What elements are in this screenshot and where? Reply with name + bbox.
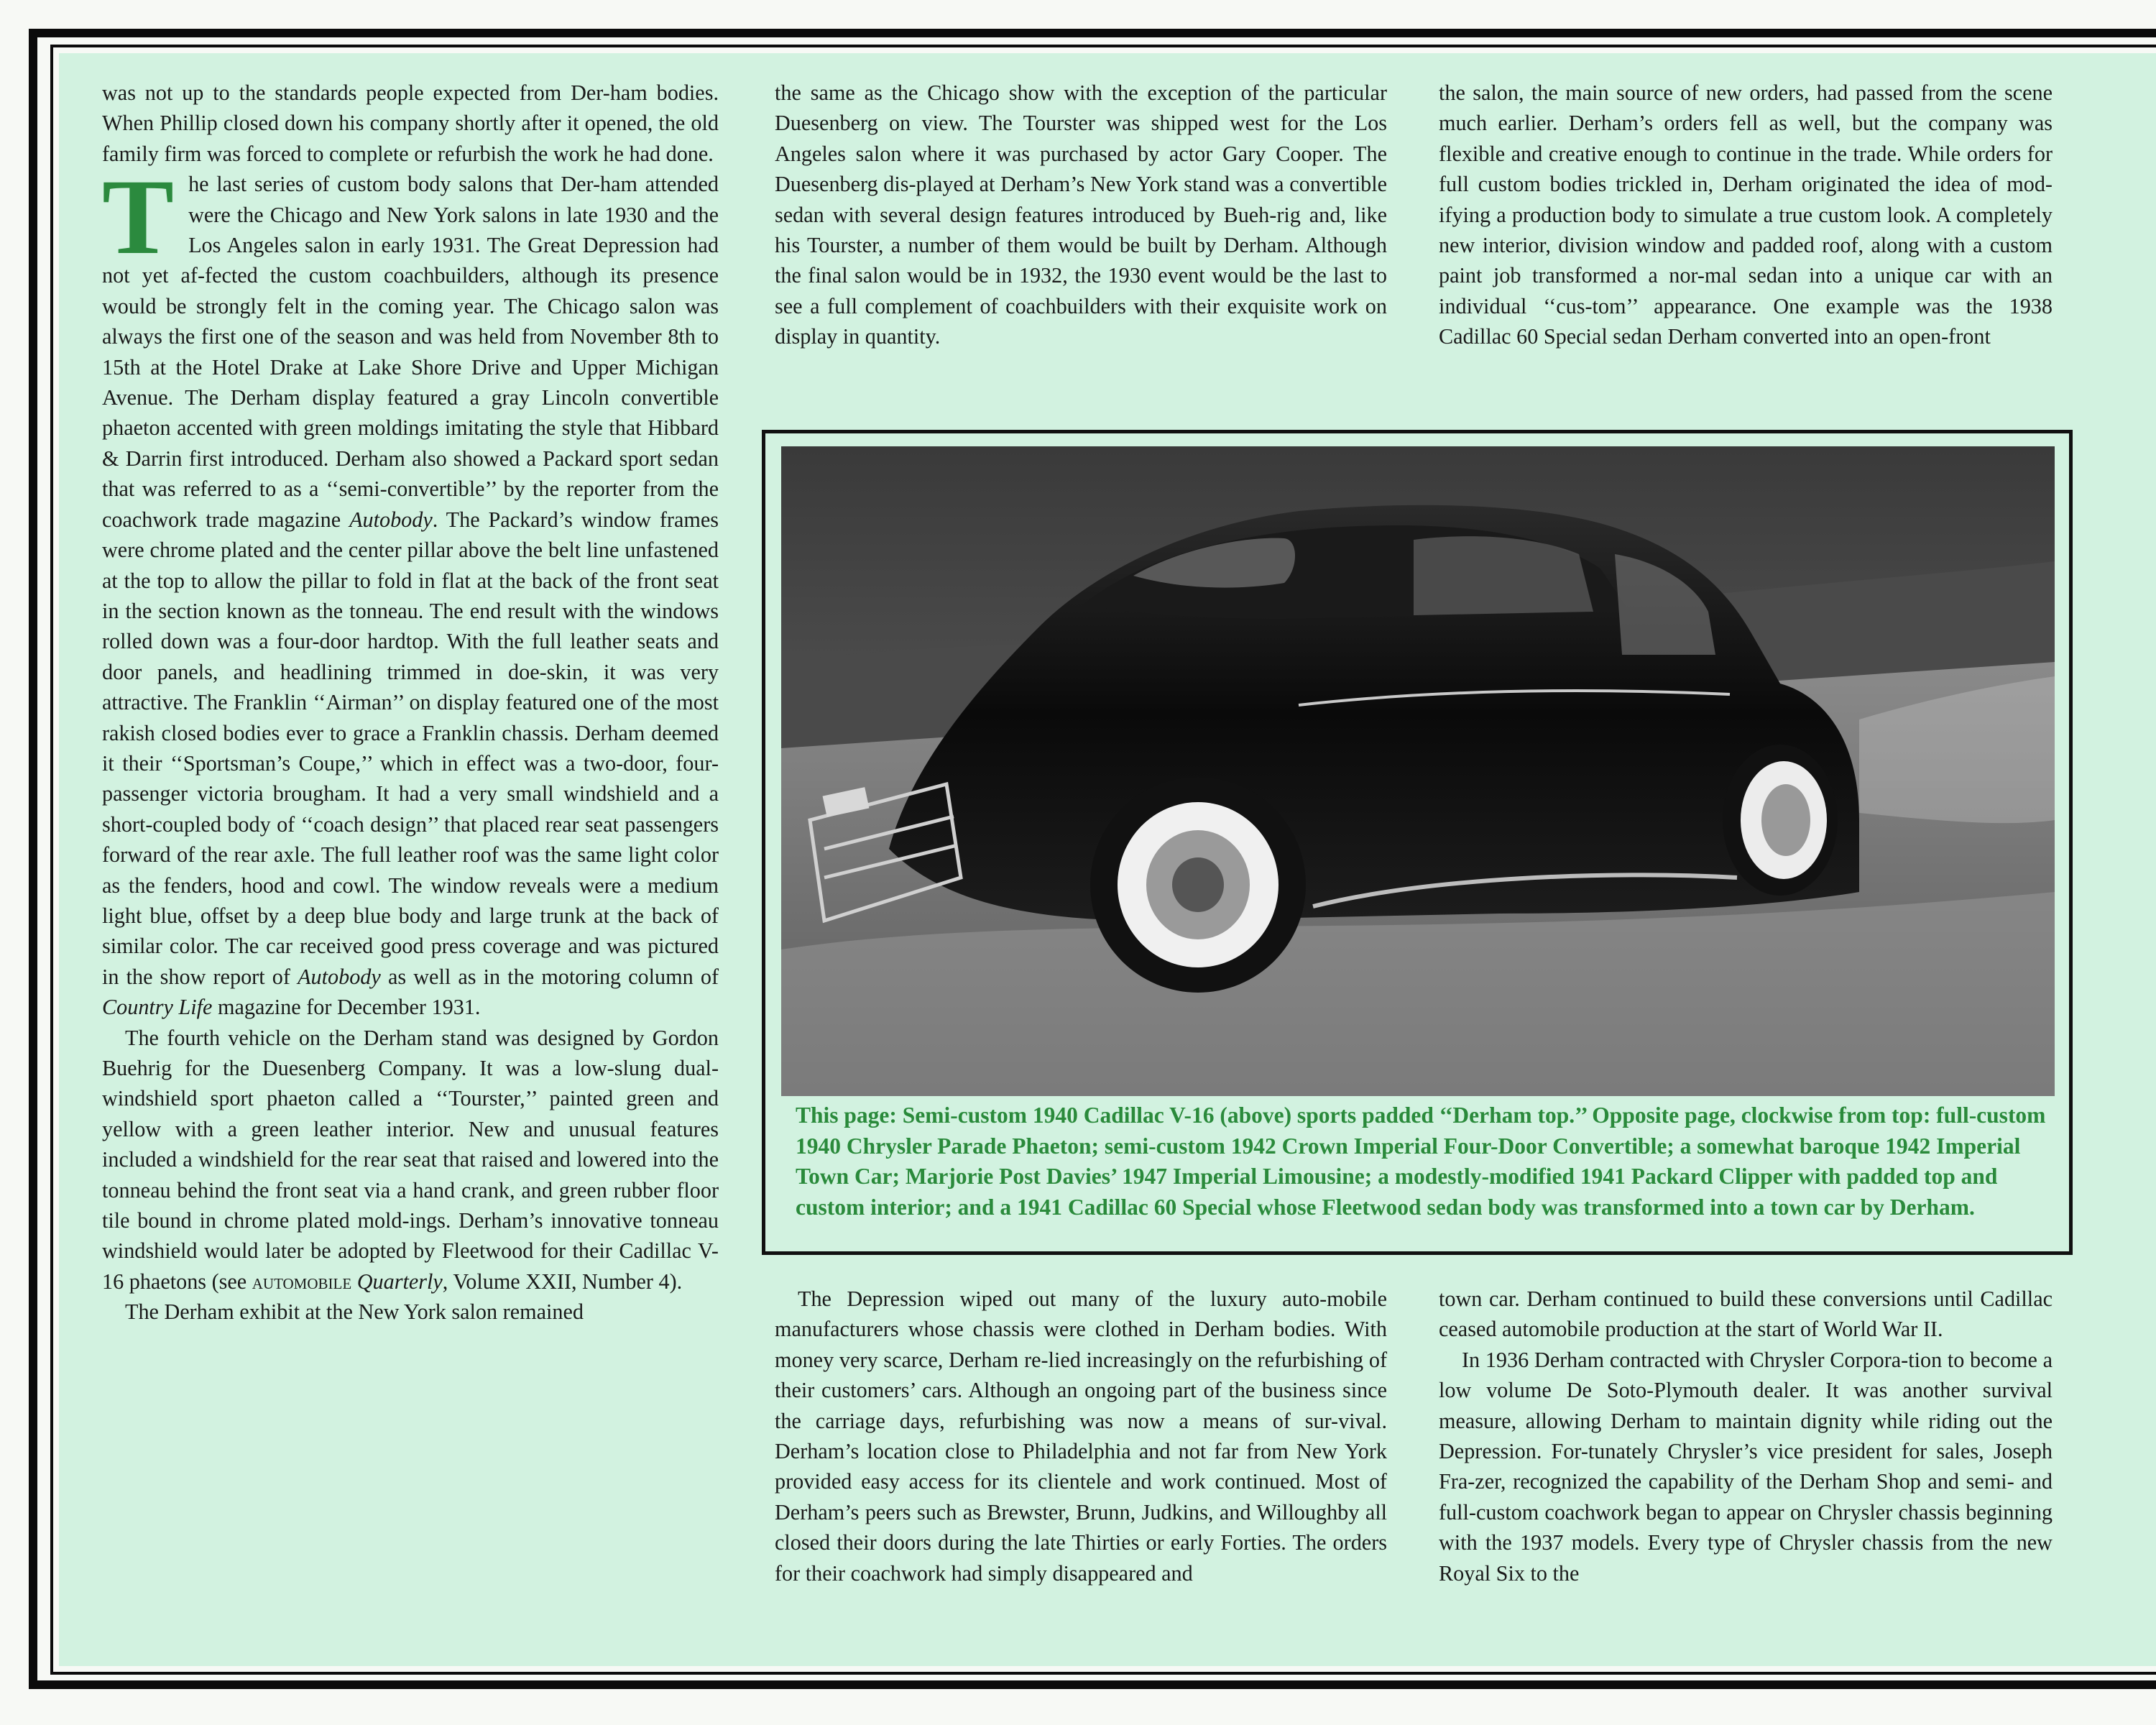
photo-frame [762,430,2073,1255]
paragraph: the same as the Chicago show with the exception of the particular Duesenberg on view. The Tourster was shipped west for the Los Angeles salon where it was purchased by actor Gary Cooper. The Duesenberg dis-played at Derham’s New York stand was a convertible sedan with several design features introduced by Bueh-rig and, like his Tourster, a number of them would be built by Derham. Although the final salon would be in 1932, the 1930 event would be the last to see a full complement of coachbuilders with their exquisite work on display in quantity. [775,80,1387,349]
cadillac-v16-photo-illustration [781,446,2055,1096]
article-column-1 [102,78,719,1328]
paragraph: In 1936 Derham contracted with Chrysler Corpora-tion to become a low volume De Soto-Plymouth dealer. It was another survival measure, allowing Derham to maintain dignity while riding out the Depression. For-tunately Chrysler’s vice president for sales, Joseph Fra-zer, recognized the capability of the Derham Shop and semi- and full-custom coachwork began to appear on Chrysler chassis beginning with the 1937 models. Every type of Chrysler chassis from the new Royal Six to the [1439,1347,2053,1586]
photo-caption: This page: Semi-custom 1940 Cadillac V-16 (above) sports padded ‘‘Derham top.’’ Opposite page, clockwise from top: full-custom 1940 Chrysler Parade Phaeton; semi-custom 1942 Crown Imperial Four-Door Convertible; a somewhat baroque 1942 Imperial Town Car; Marjorie Post Davies’ 1947 Imperial Limousine; a modestly-modified 1941 Packard Clipper with padded top and custom interior; and a 1941 Cadillac 60 Special whose Fleetwood sedan body was transformed into a town car by Derham. [796,1103,2046,1220]
article-column-2-bottom [775,1284,1387,1588]
paragraph: town car. Derham continued to build these conversions until Cadillac ceased automobile production at the start of World War II. [1439,1287,2053,1342]
paragraph-with-dropcap: The last series of custom body salons that Der-ham attended were the Chicago and New York salons in late 1930 and the Los Angeles salon in early 1931. The Great Depression had not yet af-fected the custom coachbuilders, although its presence would be strongly felt in the coming year. The Chicago salon was always the first one of the season and was held from November 8th to 15th at the Hotel Drake at Lake Shore Drive and Upper Michigan Avenue. The Derham display featured a gray Lincoln convertible phaeton accented with green moldings imitating the style that Hibbard & Darrin first introduced. Derham also showed a Packard sport sedan that was referred to as a ‘‘semi-convertible’’ by the reporter from the coachwork trade magazine Autobody. The Packard’s window frames were chrome plated and the center pillar above the belt line unfastened at the top to allow the pillar to fold in flat at the back of the front seat in the section known as the tonneau. The end result with the windows rolled down was a four-door hardtop. With the full leather seats and door panels, and headlining trimmed in doe-skin, it was very attractive. The Franklin ‘‘Airman’’ on display featured one of the most rakish closed bodies ever to grace a Franklin chassis. Derham deemed it their ‘‘Sportsman’s Coupe,’’ which in effect was a two-door, four-passenger victoria brougham. It had a very small windshield and a short-coupled body of ‘‘coach design’’ that placed rear seat passengers forward of the rear axle. The full leather roof was the same light color as the fenders, hood and cowl. The window reveals were a medium light blue, offset by a deep blue body and large trunk at the back of similar color. The car received good press coverage and was pictured in the show report of Autobody as well as in the motoring column of Country Life magazine for December 1931. [102,157,719,1020]
paragraph: The Depression wiped out many of the luxury auto-mobile manufacturers whose chassis were clothed in Derham bodies. With money very scarce, Derham re-lied increasingly on the refurbishing of their customers’ cars. Although an ongoing part of the business since the carriage days, refurbishing was now a means of sur-vival. Derham’s location close to Philadelphia and not far from New York provided easy access for its clientele and work continued. Most of Derham’s peers such as Brewster, Brunn, Judkins, and Willoughby all closed their doors during the late Thirties or early Forties. The orders for their coachwork had simply disappeared and [775,1287,1387,1586]
car-photograph [781,446,2055,1096]
drop-cap-letter: T [102,157,175,277]
article-column-3-top [1439,78,2053,352]
paragraph: The fourth vehicle on the Derham stand was designed by Gordon Buehrig for the Duesenberg Company. It was a low-slung dual-windshield sport phaeton called a ‘‘Tourster,’’ painted green and yellow with a green leather interior. New and unusual features included a windshield for the rear seat that raised and lowered into the tonneau behind the front seat via a hand crank, and green rubber floor tile bound in chrome plated mold-ings. Derham’s innovative tonneau windshield would later be adopted by Fleetwood for their Cadillac V-16 phaetons (see automobile Quarterly, Volume XXII, Number 4). [102,1025,719,1294]
paragraph: The Derham exhibit at the New York salon remained [125,1300,584,1325]
article-column-3-bottom [1439,1284,2053,1588]
paragraph: the salon, the main source of new orders, had passed from the scene much earlier. Derham’s orders fell as well, but the company was flexible and creative enough to continue in the trade. While orders for full custom bodies trickled in, Derham originated the idea of mod-ifying a production body to simulate a true custom look. A completely new interior, division window and padded roof, along with a custom paint job transformed a nor-mal sedan into a unique car with an individual ‘‘cus-tom’’ appearance. One example was the 1938 Cadillac 60 Special sedan Derham converted into an open-front [1439,80,2053,349]
paragraph: was not up to the standards people expected from Der-ham bodies. When Phillip closed down his company shortly after it opened, the old family firm was forced to complete or refurbish the work he had done. [102,80,719,166]
article-column-2-top [775,78,1387,352]
